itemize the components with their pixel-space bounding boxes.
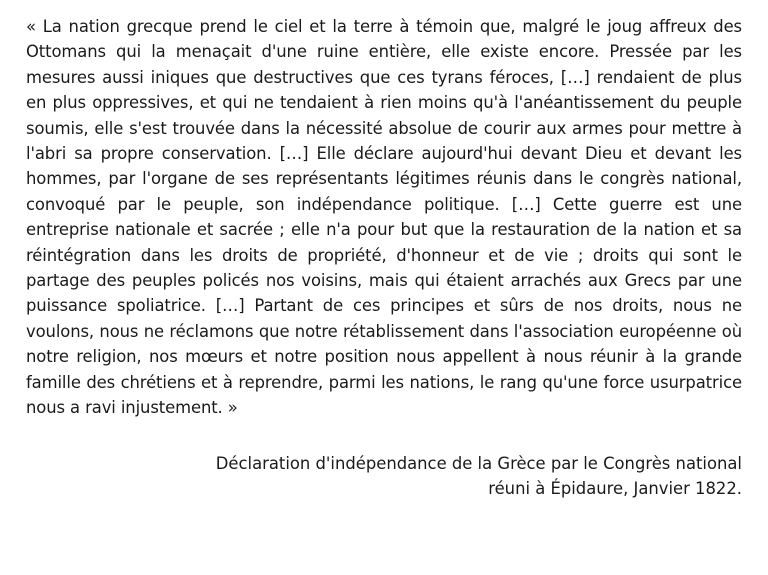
source-attribution: [26, 451, 742, 502]
attribution-line-2: réuni à Épidaure, Janvier 1822.: [488, 479, 742, 499]
attribution-line-1: Déclaration d'indépendance de la Grèce par le Congrès national: [215, 453, 742, 473]
quote-paragraph: « La nation grecque prend le ciel et la terre à témoin que, malgré le joug affreux des Ottomans qui la menaçait d'une ruine entière, elle existe encore. Pressée par les mesures aussi iniques que destructives que ces tyrans féroces, […] rendaient de plus en plus oppressives, et qui ne tendaient à rien moins qu'à l'anéantissement du peuple soumis, elle s'est trouvée dans la nécessité absolue de courir aux armes pour mettre à l'abri sa propre conservation. […] Elle déclare aujourd'hui devant Dieu et devant les hommes, par l'organe de ses représentants légitimes réunis dans le congrès national, convoqué par le peuple, son indépendance politique. […] Cette guerre est une entreprise nationale et sacrée ; elle n'a pour but que la restauration de la nation et sa réintégration dans les droits de propriété, d'honneur et de vie ; droits qui sont le partage des peuples policés nos voisins, mais qui étaient arrachés aux Grecs par une puissance spoliatrice. […] Partant de ces principes et sûrs de nos droits, nous ne voulons, nous ne réclamons que notre rétablissement dans l'association européenne où notre religion, nos mœurs et notre position nous appellent à nous réunir à la grande famille des chrétiens et à reprendre, parmi les nations, le rang qu'une force usurpatrice nous a ravi injustement. »: [26, 17, 742, 418]
document-page: [26, 14, 742, 502]
